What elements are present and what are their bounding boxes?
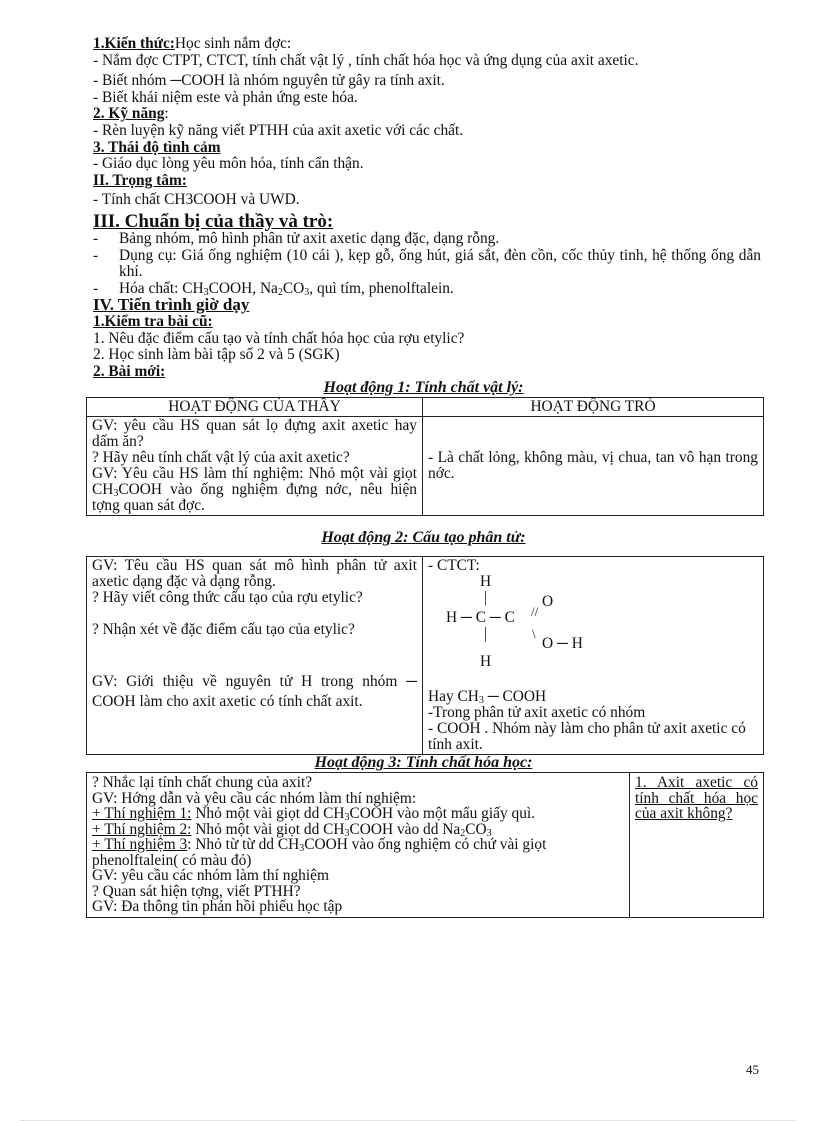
page-number: 45 <box>746 1062 759 1077</box>
section1-item: - Biết khái niệm este và phản ứng este hóa. <box>93 88 358 106</box>
section1-item: - Biết nhóm ─COOH là nhóm nguyên tử gây ra tính axit. <box>93 72 445 90</box>
chem-text: COOH vào ống nghiệm đựng nớc, nêu hiện tợng quan sát đợc. <box>92 480 417 514</box>
section3-title: 3. Thái độ tình cảm <box>93 138 221 156</box>
section1-item: - Nắm đợc CTPT, CTCT, tính chất vật lý , tính chất hóa học và ứng dụng của axit axetic. <box>93 51 639 69</box>
chem-sub: 3 <box>478 695 484 707</box>
section4-title: IV. Tiến trình giờ dạy <box>93 295 250 315</box>
list-dash: - <box>93 229 99 247</box>
bai-moi-title: 2. Bài mới: <box>93 362 166 380</box>
chem-text: : Nhỏ từ từ dd CH <box>187 836 300 854</box>
bond-single: \ <box>532 626 536 642</box>
activity2-title: Hoạt động 2: Cấu tạo phân tử: <box>321 528 526 546</box>
chem-text: CO <box>465 820 487 838</box>
section2-heading <box>93 106 761 123</box>
list-text: Bảng nhóm, mô hình phân tử axit axetic dạng đặc, dạng rỗng. <box>119 229 500 247</box>
teacher-line <box>92 466 417 514</box>
section2-title: 2. Kỹ năng <box>93 105 165 123</box>
chem-sub: 3 <box>344 827 350 839</box>
chem-text: ─ COOH <box>483 688 547 706</box>
chem-text: Hóa chất: CH <box>119 279 204 297</box>
header-student: HOẠT ĐỘNG TRÒ <box>423 397 764 416</box>
chem-sub: 3 <box>203 286 209 298</box>
experiment-label: + Thí nghiệm 2: <box>92 820 192 838</box>
activity3-table <box>86 772 764 918</box>
teacher-line <box>92 806 624 822</box>
teacher-line: GV: Têu cầu HS quan sát mô hình phân tử axit axetic dạng đặc và dạng rỗng. <box>92 557 417 591</box>
page-divider <box>20 1120 796 1121</box>
section2-trong-tam-item: - Tính chất CH3COOH và UWD. <box>93 191 300 209</box>
chem-text: COOH vào ống nghiệm có chứ vài giọt phenolftalein( có màu đỏ) <box>92 836 547 869</box>
section2-trong-tam-title: II. Trọng tâm: <box>93 171 187 189</box>
teacher-line: GV: yêu cầu HS quan sát lọ đựng axit axetic hay dấm ăn? <box>92 416 417 450</box>
ctct-label: - CTCT: <box>428 557 480 575</box>
chem-text: Hay CH <box>428 688 479 706</box>
list-dash: - <box>93 246 99 264</box>
section3-item: - Giáo dục lòng yêu môn hóa, tính cẩn thận. <box>93 155 364 173</box>
experiment-label: + Thí nghiệm 1: <box>92 805 192 823</box>
student-cell <box>423 557 764 755</box>
section3-chuan-bi-title: III. Chuẩn bị của thầy và trò: <box>93 210 334 232</box>
teacher-line: ? Hãy nêu tính chất vật lý của axit axetic? <box>92 448 350 466</box>
kiem-tra-item: 1. Nêu đặc điểm cấu tạo và tính chất hóa học của rợu etylic? <box>93 329 465 347</box>
teacher-line: GV: Giới thiệu về nguyên tử H trong nhóm ─ COOH làm cho axit axetic có tính chất axit. <box>92 673 417 711</box>
bond-double: // <box>531 604 539 620</box>
activity1-table <box>86 397 764 516</box>
student-line: -Trong phân tử axit axetic có nhóm <box>428 704 646 722</box>
student-line: - COOH . Nhóm này làm cho phân tử axit axetic có tính axit. <box>428 720 746 754</box>
teacher-line: GV: yêu cầu các nhóm làm thí nghiệm <box>92 867 329 885</box>
chem-text: COOH, Na <box>208 279 278 297</box>
chem-text: COOH vào dd Na <box>349 820 461 838</box>
atom-o: O <box>542 593 554 611</box>
activity2-table <box>86 556 764 755</box>
teacher-line: ? Nhắc lại tính chất chung của axit? <box>92 774 313 792</box>
kiem-tra-item: 2. Học sinh làm bài tập số 2 và 5 (SGK) <box>93 346 340 364</box>
chem-sub: 2 <box>277 286 283 298</box>
group-oh: O ─ H <box>542 635 583 653</box>
chem-text: COOH vào một mẩu giấy quì. <box>349 805 536 823</box>
activity1-title: Hoạt động 1: Tính chất vật lý: <box>323 379 524 397</box>
bond-vertical: | <box>484 589 488 607</box>
section1-heading <box>93 36 761 53</box>
teacher-line <box>92 837 624 868</box>
chem-text: Nhỏ một vài giọt dd CH <box>191 805 345 823</box>
student-cell <box>423 416 764 515</box>
document-page <box>93 36 761 918</box>
teacher-cell <box>87 416 423 515</box>
list-text: Dụng cụ: Giá ống nghiệm (10 cái ), kẹp gỗ, ống hút, giá sắt, đèn cồn, cốc thủy tinh, hệ thống ống dẫn khí. <box>119 246 761 281</box>
list-item <box>93 231 761 248</box>
atom-h: H <box>480 573 492 591</box>
teacher-line: ? Hãy viết công thức cấu tạo của rợu etylic? <box>92 589 363 607</box>
teacher-line: ? Quan sát hiện tợng, viết PTHH? <box>92 882 301 900</box>
chem-sub: 2 <box>460 827 466 839</box>
chem-sub: 3 <box>486 827 492 839</box>
chem-text: CO <box>282 279 305 297</box>
hay-formula <box>428 689 758 705</box>
teacher-cell <box>87 557 423 755</box>
header-teacher: HOẠT ĐỘNG CỦA THẦY <box>87 397 423 416</box>
chem-sub: 3 <box>113 487 119 499</box>
list-dash: - <box>93 279 99 297</box>
teacher-cell <box>87 773 630 918</box>
atom-h: H <box>480 653 492 671</box>
chain: H ─ C ─ C <box>446 609 515 627</box>
teacher-line: GV: Hớng dẫn và yêu cầu các nhóm làm thí nghiệm: <box>92 789 417 807</box>
chem-sub: 3 <box>299 843 305 855</box>
teacher-line: ? Nhận xét về đặc điểm cấu tạo của etylic? <box>92 621 355 639</box>
side-cell: 1. Axit axetic có tính chất hóa học của axit không? <box>630 773 764 918</box>
kiem-tra-title: 1.Kiểm tra bài cũ: <box>93 312 213 330</box>
chem-text: GV: Yêu cầu HS làm thí nghiệm: Nhỏ một vài giọt CH <box>92 464 417 498</box>
section1-title: 1.Kiến thức: <box>93 35 175 52</box>
experiment-label: + Thí nghiệm 3 <box>92 836 188 854</box>
structural-formula <box>428 574 758 679</box>
bond-vertical: | <box>484 625 488 643</box>
chem-text: , quì tím, phenolftalein. <box>309 279 454 297</box>
section1-title-rest: Học sinh nắm đợc: <box>174 35 292 52</box>
chem-sub: 3 <box>304 286 310 298</box>
teacher-line: GV: Đa thông tin phản hồi phiếu học tập <box>92 898 343 916</box>
section2-item: - Rèn luyện kỹ năng viết PTHH của axit axetic với các chất. <box>93 121 464 139</box>
student-line: - Là chất lỏng, không màu, vị chua, tan vô hạn trong nớc. <box>428 448 758 482</box>
activity3-title: Hoạt động 3: Tính chất hóa học: <box>314 754 533 772</box>
chem-text: Nhỏ một vài giọt dd CH <box>191 820 345 838</box>
teacher-line <box>92 822 624 838</box>
chem-sub: 3 <box>344 812 350 824</box>
list-item <box>93 248 761 281</box>
section2-colon: : <box>164 105 169 123</box>
